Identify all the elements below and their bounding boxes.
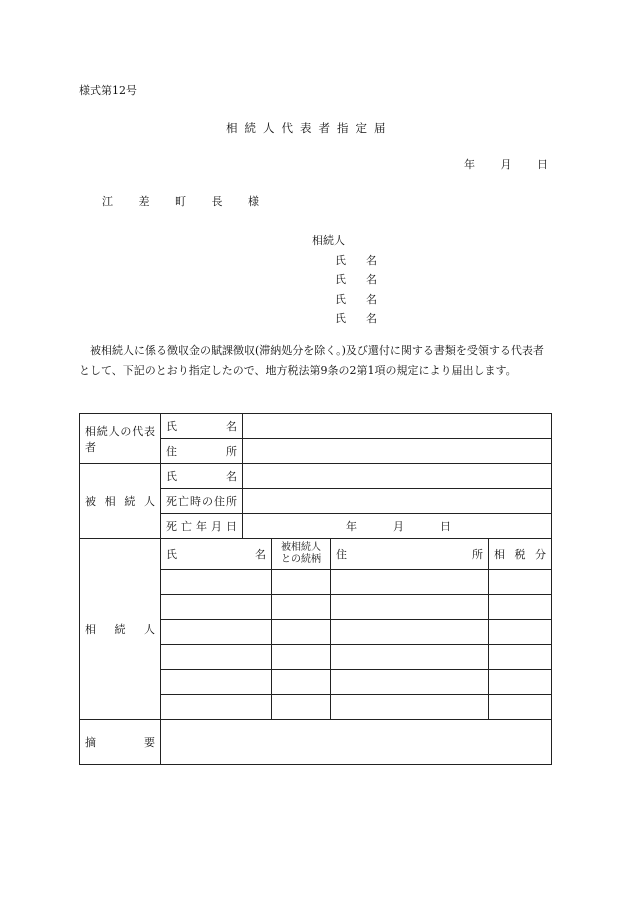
- heir-share-field[interactable]: [489, 570, 552, 595]
- heir-name-field[interactable]: [161, 620, 272, 645]
- notification-table: [79, 413, 552, 765]
- heir-relation-field[interactable]: [272, 570, 331, 595]
- heir-relation-field[interactable]: [272, 620, 331, 645]
- heirs-signature-block: [312, 231, 377, 329]
- heir-share-field[interactable]: [489, 620, 552, 645]
- remarks-label: 摘要: [85, 736, 155, 749]
- heir-name-field[interactable]: [161, 570, 272, 595]
- heir-relation-field[interactable]: [272, 695, 331, 720]
- rep-address-label-cell: 住所: [161, 439, 243, 464]
- col-header-share: 相税分: [489, 539, 552, 570]
- heir-address-field[interactable]: [331, 645, 489, 670]
- body-text: 被相続人に係る徴収金の賦課徴収(滞納処分を除く。)及び還付に関する書類を受領する代表者として、下記のとおり指定したので、地方税法第9条の2第1項の規定により届出します。: [79, 344, 544, 377]
- addressee-char: 様: [248, 195, 259, 208]
- col-header-address: 住 所: [331, 539, 489, 570]
- heir-relation-field[interactable]: [272, 670, 331, 695]
- heirs-label: 相続人: [312, 234, 345, 247]
- addressee-char: 差: [138, 195, 150, 208]
- heir-address-field[interactable]: [331, 570, 489, 595]
- heir-name-field[interactable]: [161, 670, 272, 695]
- rep-name-field[interactable]: [243, 414, 552, 439]
- deceased-address-label-cell: 死亡時の住所: [161, 489, 243, 514]
- representative-label: 相続人の代表者: [85, 424, 155, 454]
- representative-label-cell: [80, 414, 161, 464]
- deceased-address-field[interactable]: [243, 489, 552, 514]
- addressee: [102, 193, 281, 209]
- deceased-name-field[interactable]: [243, 464, 552, 489]
- heirs-table-label: 相続人: [85, 623, 155, 636]
- heir-name-row: 氏 名: [335, 292, 377, 306]
- rep-address-field[interactable]: [243, 439, 552, 464]
- addressee-char: 江: [102, 195, 113, 208]
- heir-share-field[interactable]: [489, 670, 552, 695]
- heir-share-field[interactable]: [489, 695, 552, 720]
- document-title: 相続人代表者指定届: [226, 121, 393, 135]
- deceased-label: 被相続人: [85, 495, 155, 508]
- addressee-char: 長: [211, 195, 223, 208]
- heirs-label-cell: [80, 539, 161, 720]
- rep-name-label-cell: 氏名: [161, 414, 243, 439]
- heir-name-row: 氏 名: [335, 273, 377, 286]
- heir-share-field[interactable]: [489, 595, 552, 620]
- heir-name-row: 氏 名: [335, 253, 377, 267]
- heir-address-field[interactable]: [331, 670, 489, 695]
- date-units: 年 月 日: [346, 520, 451, 533]
- date-day-label: 日: [537, 158, 548, 171]
- deceased-date-label-cell: 死亡年月日: [161, 514, 243, 539]
- heir-address-field[interactable]: [331, 595, 489, 620]
- col-header-relation: 被相続人 との続柄: [272, 539, 331, 570]
- heir-address-field[interactable]: [331, 620, 489, 645]
- date-line: [464, 156, 570, 172]
- addressee-char: 町: [175, 195, 186, 208]
- heir-share-field[interactable]: [489, 645, 552, 670]
- deceased-label-cell: [80, 464, 161, 539]
- heir-name-field[interactable]: [161, 645, 272, 670]
- date-year-label: 年: [464, 158, 475, 171]
- deceased-name-label-cell: 氏名: [161, 464, 243, 489]
- remarks-label-cell: [80, 720, 161, 765]
- heir-relation-field[interactable]: [272, 645, 331, 670]
- heir-name-field[interactable]: [161, 695, 272, 720]
- form-number: 様式第12号: [79, 84, 137, 97]
- deceased-date-field[interactable]: [243, 514, 552, 539]
- date-month-label: 月: [500, 158, 512, 171]
- col-header-name: 氏 名: [161, 539, 272, 570]
- remarks-field[interactable]: [161, 720, 552, 765]
- heir-name-row: 氏 名: [335, 312, 377, 325]
- heir-relation-field[interactable]: [272, 595, 331, 620]
- heir-address-field[interactable]: [331, 695, 489, 720]
- heir-name-field[interactable]: [161, 595, 272, 620]
